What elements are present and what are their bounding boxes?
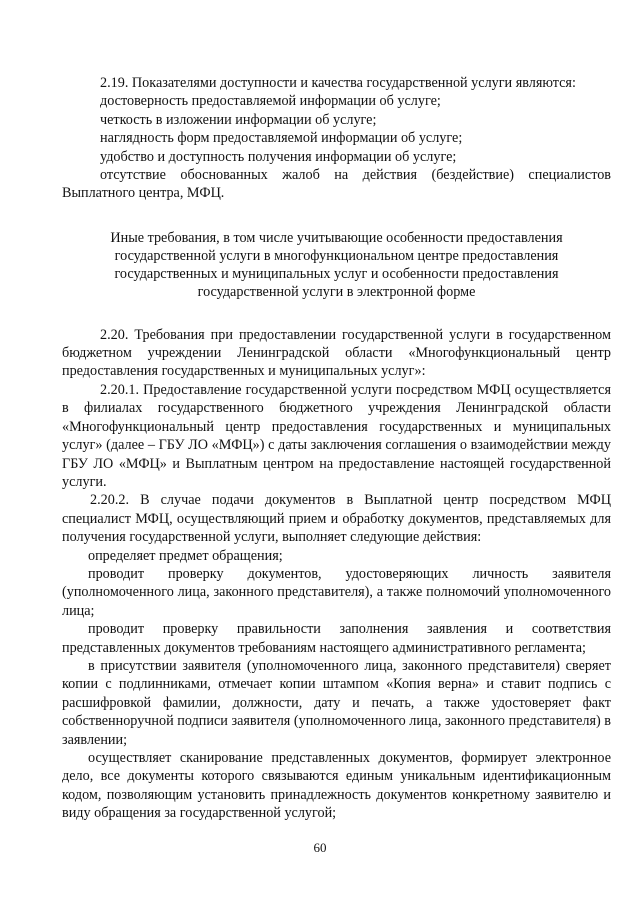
list-item: наглядность форм предоставляемой информации об услуге; xyxy=(100,130,463,147)
document-body xyxy=(62,74,611,823)
section-heading xyxy=(80,229,593,302)
section-2-19-intro: 2.19. Показателями доступности и качества государственной услуги являются: xyxy=(100,75,576,91)
list-item: отсутствие обоснованных жалоб на действия (бездействие) специалистов Выплатного центра, МФЦ. xyxy=(62,167,611,202)
paragraph-2-20-2: 2.20.2. В случае подачи документов в Выплатной центр посредством МФЦ специалист МФЦ, осуществляющий прием и обработку документов, представляемых для получения государственной услуги, выполняет следующие действия: xyxy=(62,492,611,546)
action-item: определяет предмет обращения; xyxy=(88,547,283,564)
action-item: осуществляет сканирование представленных документов, формирует электронное дело, все документы которого связываются единым уникальным идентификационным кодом, позволяющим установить принадлежность документов конкретному заявителю и виду обращения за государственной услугой; xyxy=(62,750,611,822)
heading-line: государственной услуги в электронной форме xyxy=(197,284,476,301)
heading-line: государственной услуги в многофункциональном центре предоставления xyxy=(114,248,559,265)
section-2-20-intro: 2.20. Требования при предоставлении государственной услуги в государственном бюджетном учреждении Ленинградской области «Многофункциональный центр предоставления государственных и муниципальных услуг»: xyxy=(62,326,611,380)
paragraph-2-20-1: 2.20.1. Предоставление государственной услуги посредством МФЦ осуществляется в филиалах государственного бюджетного учреждения Ленинградской области «Многофункциональный центр предоставления государственных и муниципальных услуг» (далее – ГБУ ЛО «МФЦ») с даты заключения соглашения о взаимодействии между ГБУ ЛО «МФЦ» и Выплатным центром на предоставление настоящей государственной услуги. xyxy=(62,381,611,490)
list-item: удобство и доступность получения информации об услуге; xyxy=(100,148,457,165)
action-item: в присутствии заявителя (уполномоченного лица, законного представителя) сверяет копии с подлинниками, отмечает копии штампом «Копия верна» и ставит подпись с расшифровкой фамилии, должности, дату и печать, а также удостоверяет факт собственноручной подписи заявителя (уполномоченного лица, законного представителя) в заявлении; xyxy=(62,657,611,748)
action-item: проводит проверку правильности заполнения заявления и соответствия представленных документов требованиям настоящего административного регламента; xyxy=(62,621,611,656)
list-item: четкость в изложении информации об услуге; xyxy=(100,111,377,128)
list-item: достоверность предоставляемой информации об услуге; xyxy=(100,93,441,110)
action-item: проводит проверку документов, удостоверяющих личность заявителя (уполномоченного лица, законного представителя), а также полномочий уполномоченного лица; xyxy=(62,565,611,619)
page-number: 60 xyxy=(313,840,327,855)
heading-line: государственных и муниципальных услуг и особенности предоставления xyxy=(114,266,559,283)
heading-line: Иные требования, в том числе учитывающие особенности предоставления xyxy=(110,229,563,246)
